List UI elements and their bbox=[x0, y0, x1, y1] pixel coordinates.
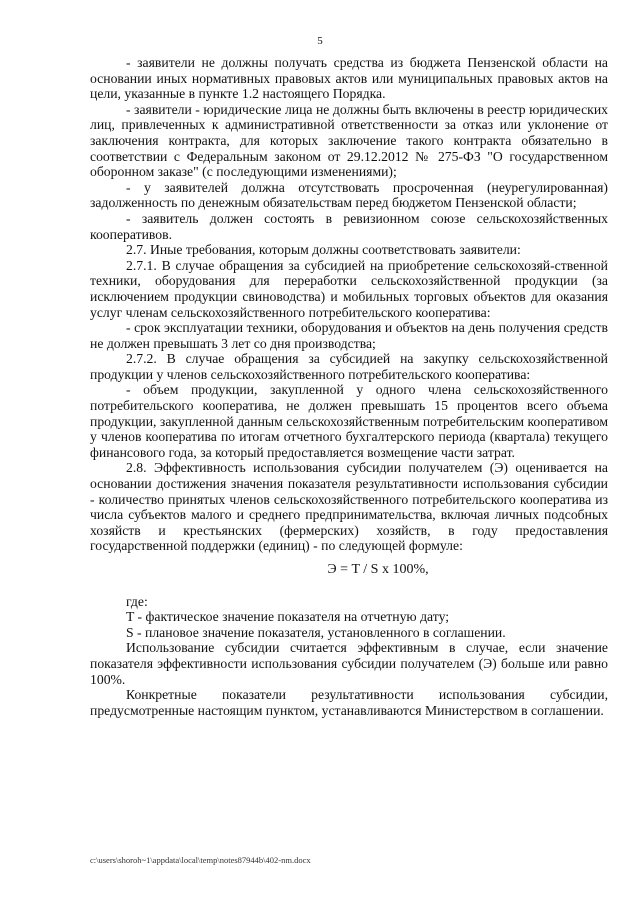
paragraph-section-2-7-1: 2.7.1. В случае обращения за субсидией на приобретение сельскохозяй-ственной техники, оборудования для переработки сельскохозяйственной продукции (за исключением продукции свиноводства) и мобильных торговых объектов для оказания услуг членам сельскохозяйственного потребительского кооператива: bbox=[90, 257, 608, 320]
definition-where: где: bbox=[126, 593, 148, 609]
paragraph-equipment-age: - срок эксплуатации техники, оборудования и объектов на день получения средств не должен превышать 3 лет со дня производства; bbox=[90, 320, 608, 351]
paragraph-audit-union: - заявитель должен состоять в ревизионном союзе сельскохозяйственных кооперативов. bbox=[90, 210, 608, 242]
definition-t: T - фактическое значение показателя на отчетную дату; bbox=[126, 609, 450, 625]
efficiency-formula: Э = T / S x 100%, bbox=[327, 562, 429, 577]
paragraph-registry-requirement: - заявители - юридические лица не должны быть включены в реестр юридических лиц, привлеченных к административной ответственности за отказ или уклонение от заключения контракта, для которых заключение такого контракта обязательно в соответствии с Федеральным законом от 29.12.2012 № 275-ФЗ "О государственном оборонном заказе" (с последующими изменениями); bbox=[90, 101, 608, 180]
page-number: 5 bbox=[317, 35, 323, 47]
paragraph-section-2-7: 2.7. Иные требования, которым должны соответствовать заявители: bbox=[126, 242, 521, 258]
paragraph-budget-funds: - заявители не должны получать средства из бюджета Пензенской области на основании иных нормативных правовых актов или муниципальных правовых актов на цели, указанные в пункте 1.2 настоящего Порядка. bbox=[90, 55, 608, 102]
document-body bbox=[90, 55, 608, 718]
paragraph-efficiency-criterion: Использование субсидии считается эффективным в случае, если значение показателя эффективности использования субсидии получателем (Э) больше или равно 100%. bbox=[90, 640, 608, 687]
definition-s: S - плановое значение показателя, установленного в соглашении. bbox=[126, 624, 506, 640]
paragraph-volume-limit: - объем продукции, закупленной у одного члена сельскохозяйственного потребительского кооператива, не должен превышать 15 процентов всего объема продукции, закупленной данным сельскохозяйственным потребительским кооперативом у членов кооператива по итогам отчетного бухгалтерского периода (квартала) текущего финансового года, за который предоставляется возмещение части затрат. bbox=[90, 382, 608, 460]
paragraph-section-2-7-2: 2.7.2. В случае обращения за субсидией на закупку сельскохозяйственной продукции у членов сельскохозяйственного потребительского кооператива: bbox=[90, 351, 608, 382]
paragraph-indicators-ministry: Конкретные показатели результативности использования субсидии, предусмотренные настоящим пунктом, устанавливаются Министерством в соглашении. bbox=[90, 687, 608, 718]
paragraph-section-2-8: 2.8. Эффективность использования субсидии получателем (Э) оценивается на основании достижения значения показателя результативности использования субсидии - количество принятых членов сельскохозяйственного потребительского кооператива из числа субъектов малого и среднего предпринимательства, включая личных подсобных хозяйств и крестьянских (фермерских) хозяйств, в году предоставления государственной поддержки (единиц) - по следующей формуле: bbox=[90, 460, 608, 554]
paragraph-debt-requirement: - у заявителей должна отсутствовать просроченная (неурегулированная) задолженность по денежным обязательствам перед бюджетом Пензенской области; bbox=[90, 179, 608, 211]
footer-file-path: c:\users\shoroh~1\appdata\local\temp\notes87944b\402-nm.docx bbox=[90, 855, 311, 865]
